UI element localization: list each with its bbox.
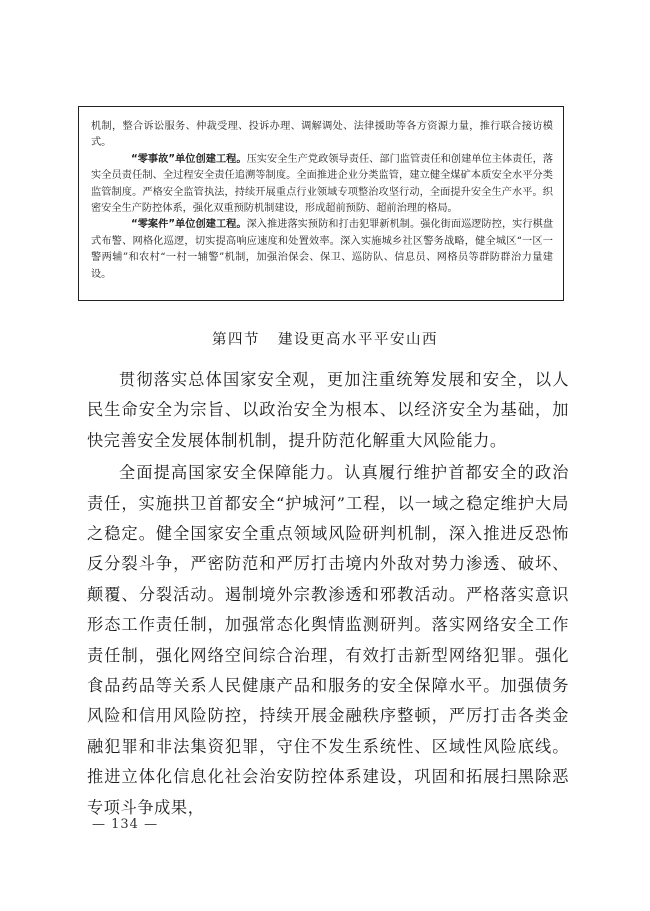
box-paragraph-2-text: 压实安全生产党政领导责任、部门监管责任和创建单位主体责任，落实全员责任制、全过程安全责任追溯等制度。全面推进企业分类监管，建立健全煤矿本质安全水平分类监管制度。严格安全监管执法，持续开展重点行业领域专项整治攻坚行动，全面提升安全生产水平。织密安全生产防控体系，强化双重预防机制建设，形成超前预防、超前治理的格局。 (91, 153, 554, 215)
box-paragraph-2 (91, 152, 553, 218)
body-paragraph-1: 贯彻落实总体国家安全观，更加注重统筹发展和安全，以人民生命安全为宗旨、以政治安全为根本、以经济安全为基础，加快完善安全发展体制机制，提升防范化解重大风险能力。 (87, 370, 569, 450)
page-number: — 134 — (92, 817, 159, 832)
box-paragraph-3 (91, 217, 553, 283)
box-paragraph-3-text: 深入推进落实预防和打击犯罪新机制。强化街面巡逻防控，实行棋盘式布警、网格化巡逻，切实提高响应速度和处置效率。深入实施城乡社区警务战略，健全城区“一区一警两辅”和农村“一村一辅警”机制，加强治保会、保卫、巡防队、信息员、网格员等群防群治力量建设。 (91, 219, 554, 280)
body-text (87, 365, 569, 823)
body-paragraph-2: 全面提高国家安全保障能力。认真履行维护首都安全的政治责任，实施拱卫首都安全“护城河”工程，以一域之稳定维护大局之稳定。健全国家安全重点领域风险研判机制，深入推进反恐怖反分裂斗争，严密防范和严厉打击境内外敌对势力渗透、破坏、颠覆、分裂活动。遏制境外宗教渗透和邪教活动。严格落实意识形态工作责任制，加强常态化舆情监测研判。落实网络安全工作责任制，强化网络空间综合治理，有效打击新型网络犯罪。强化食品药品等关系人民健康产品和服务的安全保障水平。加强债务风险和信用风险防控，持续开展金融秩序整顿，严厉打击各类金融犯罪和非法集资犯罪，守住不发生系统性、区域性风险底线。推进立体化信息化社会治安防控体系建设，巩固和拓展扫黑除恶专项斗争成果， (87, 463, 569, 817)
box-paragraph-3-label: “零案件”单位创建工程。 (131, 219, 247, 231)
section-number: 第四节 (212, 332, 260, 348)
boxed-text-panel (78, 106, 564, 301)
section-heading (0, 328, 650, 349)
section-title: 建设更高水平平安山西 (278, 332, 438, 348)
box-paragraph-1: 机制，整合诉讼服务、仲裁受理、投诉办理、调解调处、法律援助等各方资源力量，推行联合接访模式。 (91, 121, 553, 149)
box-paragraph-2-label: “零事故”单位创建工程。 (131, 153, 247, 165)
